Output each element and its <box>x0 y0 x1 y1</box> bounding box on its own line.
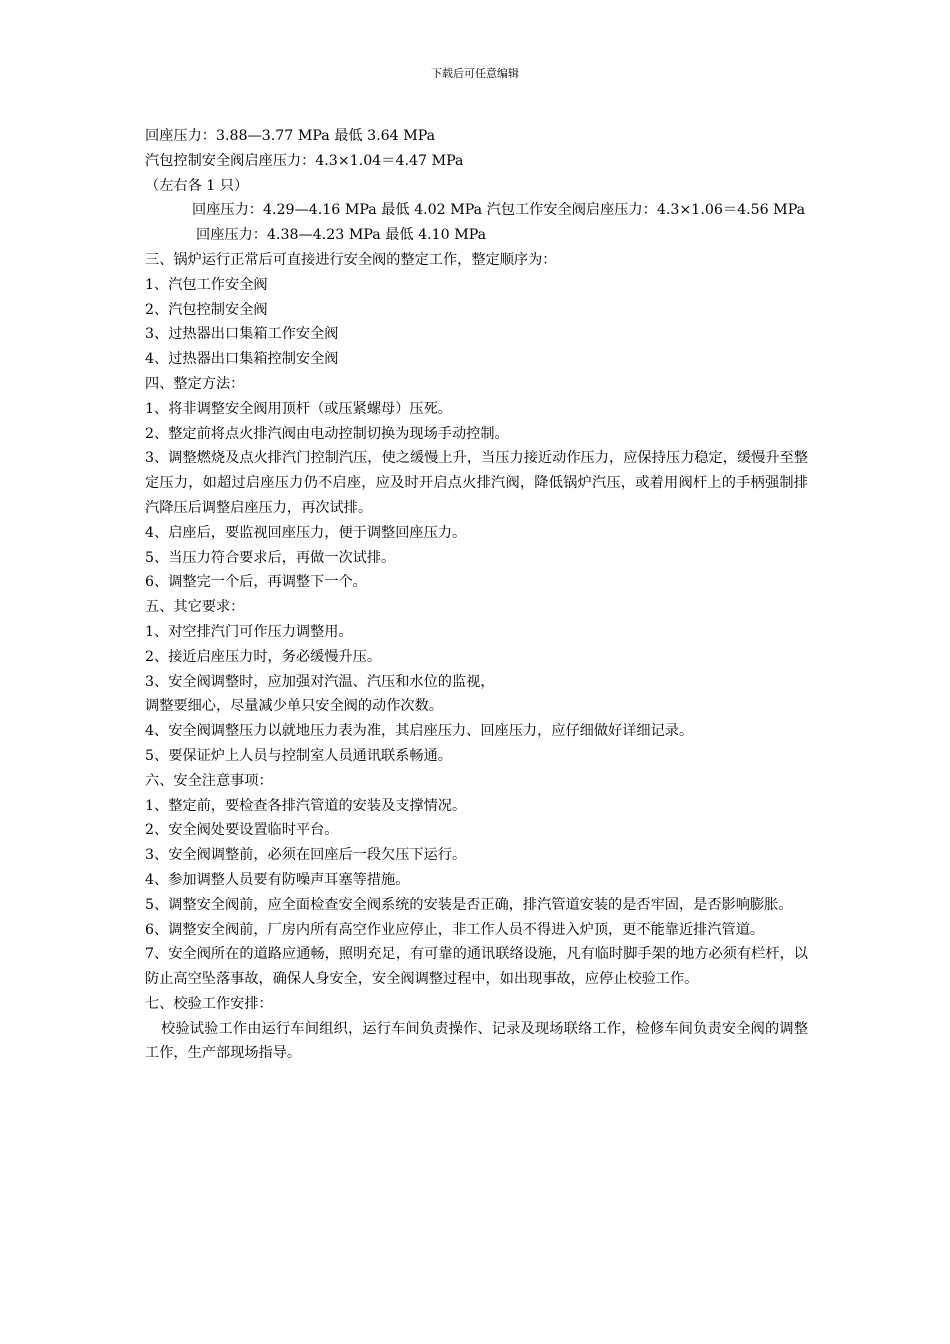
list-item: 7、安全阀所在的道路应通畅，照明充足，有可靠的通讯联络设施，凡有临时脚手架的地方必须有栏杆，以防止高空坠落事故，确保人身安全，安全阀调整过程中，如出现事故，应停止校验工作。 <box>145 946 808 988</box>
list-item: 4、参加调整人员要有防噪声耳塞等措施。 <box>145 871 410 888</box>
list-item: 4、启座后，要监视回座压力，便于调整回座压力。 <box>145 524 467 541</box>
text-line: （左右各 1 只） <box>145 177 249 194</box>
list-item: 3、过热器出口集箱工作安全阀 <box>145 326 339 343</box>
list-item: 3、调整燃烧及点火排汽门控制汽压，使之缓慢上升，当压力接近动作压力，应保持压力稳定，缓慢升至整定压力，如超过启座压力仍不启座，应及时开启点火排汽阀，降低锅炉汽压，或着用阀杆上的手柄强制排汽降压后调整启座压力，再次试排。 <box>145 450 808 516</box>
list-item: 5、当压力符合要求后，再做一次试排。 <box>145 549 396 566</box>
section-heading: 四、整定方法： <box>145 375 245 392</box>
list-item: 4、过热器出口集箱控制安全阀 <box>145 351 339 368</box>
document-body <box>145 124 808 1066</box>
text-line: 回座压力：4.38—4.23 MPa 最低 4.10 MPa <box>196 227 487 244</box>
body-paragraph: 校验试验工作由运行车间组织，运行车间负责操作、记录及现场联络工作，检修车间负责安全阀的调整工作，生产部现场指导。 <box>145 1020 808 1062</box>
list-item: 2、汽包控制安全阀 <box>145 301 268 318</box>
list-item: 2、整定前将点火排汽阀由电动控制切换为现场手动控制。 <box>145 425 509 442</box>
list-item: 5、要保证炉上人员与控制室人员通讯联系畅通。 <box>145 747 452 764</box>
text-paragraph: 回座压力：4.29—4.16 MPa 最低 4.02 MPa 汽包工作安全阀启座压力：4.3×1.06＝4.56 MPa <box>192 202 806 219</box>
list-item-continuation: 调整要细心，尽量减少单只安全阀的动作次数。 <box>145 698 443 715</box>
list-item: 6、调整完一个后，再调整下一个。 <box>145 574 367 591</box>
list-item: 3、安全阀调整前，必须在回座后一段欠压下运行。 <box>145 847 467 864</box>
section-heading: 六、安全注意事项： <box>145 772 273 789</box>
text-line: 汽包控制安全阀启座压力：4.3×1.04＝4.47 MPa <box>145 152 464 169</box>
list-item: 5、调整安全阀前，应全面检查安全阀系统的安装是否正确，排汽管道安装的是否牢固，是否影响膨胀。 <box>145 896 793 913</box>
list-item: 1、将非调整安全阀用顶杆（或压紧螺母）压死。 <box>145 400 452 417</box>
section-heading: 七、校验工作安排： <box>145 995 273 1012</box>
list-item: 3、安全阀调整时，应加强对汽温、汽压和水位的监视， <box>145 673 495 690</box>
section-heading: 三、锅炉运行正常后可直接进行安全阀的整定工作，整定顺序为： <box>145 251 557 268</box>
page-header: 下载后可任意编辑 <box>431 67 519 80</box>
list-item: 1、整定前，要检查各排汽管道的安装及支撑情况。 <box>145 797 467 814</box>
list-item: 1、汽包工作安全阀 <box>145 276 268 293</box>
list-item: 1、对空排汽门可作压力调整用。 <box>145 623 353 640</box>
list-item: 4、安全阀调整压力以就地压力表为准，其启座压力、回座压力，应仔细做好详细记录。 <box>145 723 694 740</box>
list-item: 6、调整安全阀前，厂房内所有高空作业应停止，非工作人员不得进入炉顶，更不能靠近排汽管道。 <box>145 921 765 938</box>
list-item: 2、安全阀处要设置临时平台。 <box>145 822 339 839</box>
section-heading: 五、其它要求： <box>145 599 245 616</box>
text-line: 回座压力：3.88—3.77 MPa 最低 3.64 MPa <box>145 128 436 144</box>
list-item: 2、接近启座压力时，务必缓慢升压。 <box>145 648 382 665</box>
